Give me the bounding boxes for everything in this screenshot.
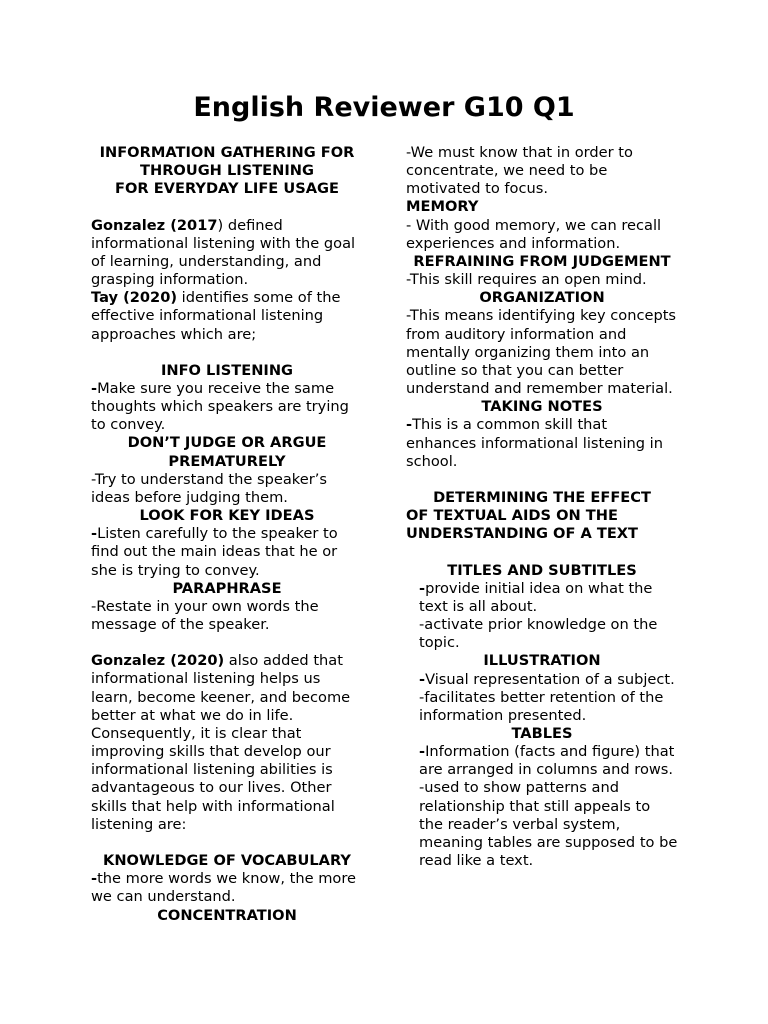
section-heading-line: INFORMATION GATHERING FOR <box>99 144 355 161</box>
info-listening-text: -Make sure you receive the same thoughts which speakers are trying to convey. <box>91 380 349 434</box>
vocabulary-text: -the more words we know, the more we can understand. <box>91 870 356 906</box>
tables-text: -used to show patterns and relationship that still appeals to the reader’s verbal system, meaning tables are supposed to be read like a text. <box>419 779 678 870</box>
author-citation: Gonzalez (2017 <box>91 216 218 234</box>
section-heading-line: DETERMINING THE EFFECT <box>433 488 651 506</box>
illustration-text: -Visual representation of a subject. <box>419 670 675 688</box>
heading-key-ideas: LOOK FOR KEY IDEAS <box>139 507 315 525</box>
heading-tables: TABLES <box>511 724 573 742</box>
paragraph-text: also added that informational listening helps us learn, become keener, and become better at what we do in life. Consequently, it is clear that improving skills that develop our informational listening abilities is advantageous to our lives. Other skills that help with informational listening are: <box>91 652 351 833</box>
section-heading-line: OF TEXTUAL AIDS ON THE <box>406 507 618 525</box>
heading-info-listening: INFO LISTENING <box>160 361 294 379</box>
heading-refraining: REFRAINING FROM JUDGEMENT <box>413 252 671 270</box>
memory-text: - With good memory, we can recall experiences and information. <box>406 216 662 252</box>
intro-paragraph-tay-2020 <box>91 289 363 343</box>
section-heading-line: THROUGH LISTENING <box>140 162 314 180</box>
paragraph-text: ) defined informational listening with the goal of learning, understanding, and grasping information. <box>91 216 356 289</box>
paraphrase-text: -Restate in your own words the message of the speaker. <box>91 597 319 634</box>
refraining-text: -This skill requires an open mind. <box>406 271 647 289</box>
dont-judge-text: -Try to understand the speaker’s ideas before judging them. <box>91 470 327 506</box>
heading-vocabulary: KNOWLEDGE OF VOCABULARY <box>103 852 351 870</box>
organization-text: -This means identifying key concepts from auditory information and mentally organizing them into an outline so that you can better understand and remember material. <box>406 307 677 398</box>
illustration-text: -facilitates better retention of the information presented. <box>419 688 664 724</box>
heading-titles-subtitles: TITLES AND SUBTITLES <box>447 561 637 579</box>
heading-memory: MEMORY <box>406 198 479 216</box>
paragraph-text: identifies some of the effective informational listening approaches which are; <box>91 289 341 343</box>
intro-paragraph-gonzalez-2017 <box>91 217 363 290</box>
heading-concentration: CONCENTRATION <box>157 906 297 924</box>
taking-notes-text: -This is a common skill that enhances informational listening in school. <box>406 416 663 470</box>
section-heading-line: UNDERSTANDING OF A TEXT <box>406 525 639 543</box>
section-heading-line: FOR EVERYDAY LIFE USAGE <box>115 180 339 198</box>
titles-text: -provide initial idea on what the text is all about. <box>419 579 653 615</box>
titles-text: -activate prior knowledge on the topic. <box>419 616 658 652</box>
concentration-text: -We must know that in order to concentrate, we need to be motivated to focus. <box>406 144 633 198</box>
author-citation: Gonzalez (2020) <box>91 652 225 670</box>
heading-dont-judge: DON’T JUDGE OR ARGUE PREMATURELY <box>127 434 327 470</box>
right-column <box>406 144 678 870</box>
left-column <box>91 144 363 925</box>
heading-illustration: ILLUSTRATION <box>483 652 601 670</box>
intro-paragraph-gonzalez-2020 <box>91 652 363 834</box>
key-ideas-text: -Listen carefully to the speaker to find out the main ideas that he or she is trying to convey. <box>91 525 338 579</box>
heading-organization: ORGANIZATION <box>479 289 605 307</box>
heading-taking-notes: TAKING NOTES <box>481 398 603 416</box>
page-title: English Reviewer G10 Q1 <box>193 92 575 123</box>
heading-paraphrase: PARAPHRASE <box>172 579 282 597</box>
tables-text: -Information (facts and figure) that are arranged in columns and rows. <box>419 743 675 779</box>
author-citation: Tay (2020) <box>91 289 178 307</box>
